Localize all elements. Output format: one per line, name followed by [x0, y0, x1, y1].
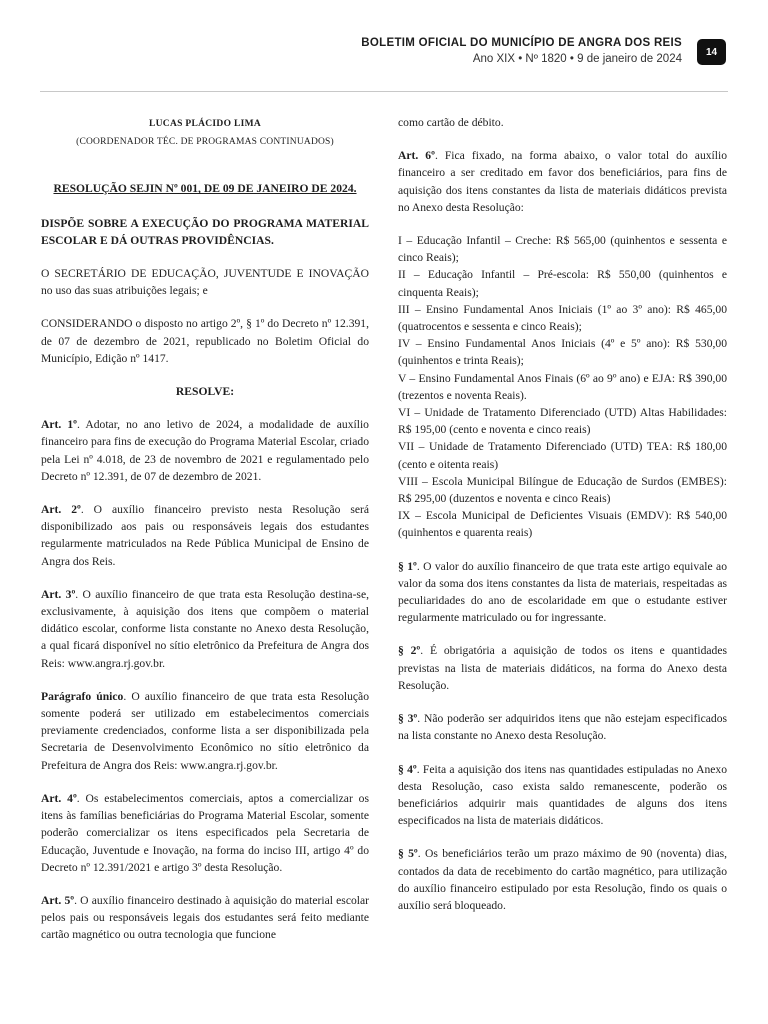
list-item: V – Ensino Fundamental Anos Finais (6º ao 9º ano) e EJA: R$ 390,00 (trezentos e noventa Reais).	[398, 371, 727, 402]
paragraph-1-text: . O valor do auxílio financeiro de que trata este artigo equivale ao valor da soma dos itens constantes da lista de materiais, respeitadas as peculiaridades do ano de escolaridade em que o estudante estiver regularmente matriculado ou for ingressante.	[398, 559, 728, 625]
paragraph-4	[398, 761, 727, 830]
paragraph-4-text: . Feita a aquisição dos itens nas quantidades estipuladas no Anexo desta Resolução, caso exista saldo remanescente, poderão os beneficiários adquirir mais quantidades de alguns dos itens especificados na lista de materiais didáticos.	[398, 762, 727, 828]
signatory-name: LUCAS PLÁCIDO LIMA	[148, 119, 262, 129]
article-1	[41, 416, 369, 485]
preamble-paragraph: O SECRETÁRIO DE EDUCAÇÃO, JUVENTUDE E INOVAÇÃO no uso das suas atribuições legais; e	[41, 267, 369, 298]
article-4	[41, 790, 369, 876]
resolve-heading: RESOLVE:	[175, 385, 235, 399]
paragraph-5-text: . Os beneficiários terão um prazo máximo de 90 (noventa) dias, contados da data de recebimento do cartão magnético, para utilização do auxílio financeiro estipulado por esta Resolução, findo os quais o auxílio será bloqueado.	[398, 847, 727, 912]
article-3-text: . O auxílio financeiro de que trata esta Resolução destina-se, exclusivamente, à aquisição dos itens que compõem o material didático escolar, conforme lista constante no Anexo desta Resolução, a qual ficará disponível no sítio eletrônico da Prefeitura de Angra dos Reis: www.angra.rj.gov.br.	[41, 587, 369, 670]
article-5-continuation: como cartão de débito.	[398, 116, 504, 129]
paragraph-2	[398, 642, 727, 694]
edition-info: Ano XIX • Nº 1820 • 9 de janeiro de 2024	[472, 53, 682, 65]
paragraph-3-text: . Não poderão ser adquiridos itens que não estejam especificados na lista constante no Anexo desta Resolução.	[398, 712, 727, 743]
article-5-text: . O auxílio financeiro destinado à aquisição do material escolar pelos pais ou responsáveis legais dos estudantes será feito mediante cartão magnético ou outra tecnologia que funcione	[41, 893, 369, 942]
right-column	[398, 114, 727, 914]
paragraph-2-text: . É obrigatória a aquisição de todos os itens e quantidades previstas na lista de materiais didáticos, na forma do Anexo desta Resolução.	[398, 644, 727, 692]
list-item: IX – Escola Municipal de Deficientes Visuais (EMDV): R$ 540,00 (quinhentos e quarenta reais)	[398, 509, 727, 540]
list-item: II – Educação Infantil – Pré-escola: R$ 550,00 (quinhentos e cinquenta Reais);	[398, 268, 727, 299]
article-3	[41, 586, 369, 672]
paragraph-5	[398, 845, 727, 914]
list-item: VII – Unidade de Tratamento Diferenciado (UTD) TEA: R$ 180,00 (cento e oitenta reais)	[398, 440, 727, 471]
article-4-label: Art. 4º	[41, 791, 77, 805]
list-item: VI – Unidade de Tratamento Diferenciado (UTD) Altas Habilidades: R$ 195,00 (cento e noventa e cinco reais)	[398, 406, 727, 437]
list-item: IV – Ensino Fundamental Anos Iniciais (4º e 5º ano): R$ 530,00 (quinhentos e trinta Reais);	[398, 337, 727, 368]
sole-paragraph-label: Parágrafo único	[41, 689, 124, 703]
list-item: III – Ensino Fundamental Anos Iniciais (1º ao 3º ano): R$ 465,00 (quatrocentos e sessenta e cinco Reais);	[398, 302, 727, 334]
article-2-text: . O auxílio financeiro previsto nesta Resolução será disponibilizado aos pais ou responsáveis legais dos estudantes regularmente matriculados na Rede Pública Municipal de Ensino de Angra dos Reis.	[41, 503, 369, 568]
article-1-label: Art. 1º	[41, 418, 77, 432]
sole-paragraph-text: . O auxílio financeiro de que trata esta Resolução somente poderá ser utilizado em estabelecimentos comerciais previamente credenciados, conforme lista a ser disponibilizada pela Secretaria de Desenvolvimento Econômico no sítio eletrônico da Prefeitura de Angra dos Reis: www.angra.rj.gov.br.	[41, 689, 369, 772]
considerando-paragraph: CONSIDERANDO o disposto no artigo 2º, § 1º do Decreto nº 12.391, de 07 de dezembro de 2021, republicado no Boletim Oficial do Município, Edição nº 1417.	[41, 317, 369, 365]
article-3-label: Art. 3º	[41, 587, 76, 601]
resolution-title: RESOLUÇÃO SEJIN Nº 001, DE 09 DE JANEIRO DE 2024.	[53, 182, 357, 196]
article-6	[398, 147, 727, 216]
header-divider	[40, 91, 728, 92]
article-2-label: Art. 2º	[41, 503, 81, 517]
resolution-ementa: DISPÕE SOBRE A EXECUÇÃO DO PROGRAMA MATERIAL ESCOLAR E DÁ OUTRAS PROVIDÊNCIAS.	[41, 216, 369, 247]
article-5-label: Art. 5º	[41, 893, 75, 907]
article-5	[41, 892, 369, 944]
value-list	[398, 232, 727, 542]
article-6-label: Art. 6º	[398, 149, 435, 163]
left-column	[41, 114, 369, 944]
list-item: VIII – Escola Municipal Bilíngue de Educação de Surdos (EMBES): R$ 295,00 (duzentos e noventa e cinco Reais)	[398, 474, 727, 506]
paragraph-5-label: § 5º	[398, 847, 418, 861]
signatory-role: (COORDENADOR TÉC. DE PROGRAMAS CONTINUADOS)	[76, 137, 334, 148]
paragraph-4-label: § 4º	[398, 762, 417, 776]
bulletin-title: BOLETIM OFICIAL DO MUNICÍPIO DE ANGRA DOS REIS	[361, 37, 682, 49]
list-item: I – Educação Infantil – Creche: R$ 565,00 (quinhentos e sessenta e cinco Reais);	[398, 234, 727, 265]
article-4-text: . Os estabelecimentos comerciais, aptos a comercializar os itens às famílias beneficiárias do Programa Material Escolar, somente poderão comercializar os itens especificados pela Secretaria de Educação, Juventude e Inovação, na forma do inciso III, artigo 4º do Decreto nº 12.391/2021 e artigo 3º desta Resolução.	[41, 791, 369, 874]
paragraph-3	[398, 710, 727, 744]
article-1-text: . Adotar, no ano letivo de 2024, a modalidade de auxílio financeiro para fins de execução do Programa Material Escolar, criado pela Lei nº 4.018, de 23 de novembro de 2021 e regulamentado pelo Decreto nº 12.391, de 07 de dezembro de 2021.	[41, 418, 369, 483]
paragraph-1	[398, 558, 727, 627]
paragraph-1-label: § 1º	[398, 559, 417, 573]
sole-paragraph	[41, 688, 369, 774]
article-2	[41, 501, 369, 570]
paragraph-3-label: § 3º	[398, 712, 418, 726]
article-6-text: . Fica fixado, na forma abaixo, o valor total do auxílio financeiro a ser creditado em favor dos beneficiários, para fins de aquisição dos itens constantes da lista de materiais didáticos prevista no Anexo desta Resolução:	[398, 149, 727, 214]
page-number-badge: 14	[697, 39, 726, 65]
paragraph-2-label: § 2º	[398, 644, 421, 658]
